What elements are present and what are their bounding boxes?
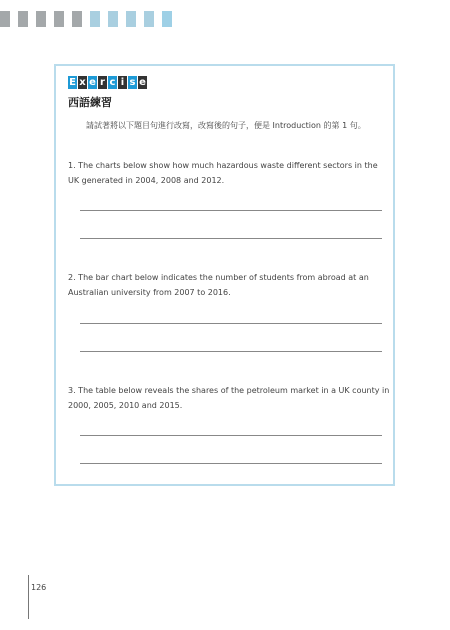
exercise-subtitle: 西語練習 [68, 96, 112, 109]
answer-line[interactable] [80, 351, 382, 352]
page-number: 126 [31, 583, 47, 592]
strip-square [54, 11, 64, 27]
answer-line[interactable] [80, 238, 382, 239]
answer-line[interactable] [80, 463, 382, 464]
exercise-title-letter: x [79, 77, 86, 88]
strip-square [0, 11, 10, 27]
exercise-title-letter: E [69, 77, 76, 88]
exercise-instructions: 請試著將以下題目句進行改寫，改寫後的句子，便是 Introduction 的第 1 句。 [86, 121, 366, 130]
decorative-header-strip [0, 11, 180, 27]
exercise-title-letter: c [109, 77, 116, 88]
strip-square [108, 11, 118, 27]
page-number-rule [28, 575, 29, 619]
strip-square [144, 11, 154, 27]
question-3: 3. The table below reveals the shares of the petroleum market in a UK county in 2000, 2005, 2010 and 2015. [68, 386, 390, 410]
exercise-title-letter: e [89, 77, 96, 88]
answer-line[interactable] [80, 435, 382, 436]
exercise-title-letter: e [139, 77, 146, 88]
strip-square [126, 11, 136, 27]
strip-square [90, 11, 100, 27]
strip-square [72, 11, 82, 27]
exercise-title [68, 76, 148, 89]
strip-square [18, 11, 28, 27]
answer-line[interactable] [80, 210, 382, 211]
answer-line[interactable] [80, 323, 382, 324]
question-2: 2. The bar chart below indicates the number of students from abroad at an Australian university from 2007 to 2016. [68, 273, 369, 297]
strip-square [162, 11, 172, 27]
exercise-title-letter: s [129, 77, 136, 88]
strip-square [36, 11, 46, 27]
exercise-title-letter: r [98, 76, 107, 89]
question-1: 1. The charts below show how much hazardous waste different sectors in the UK generated in 2004, 2008 and 2012. [68, 161, 378, 185]
exercise-box [54, 64, 395, 486]
exercise-title-letter: i [118, 76, 127, 89]
